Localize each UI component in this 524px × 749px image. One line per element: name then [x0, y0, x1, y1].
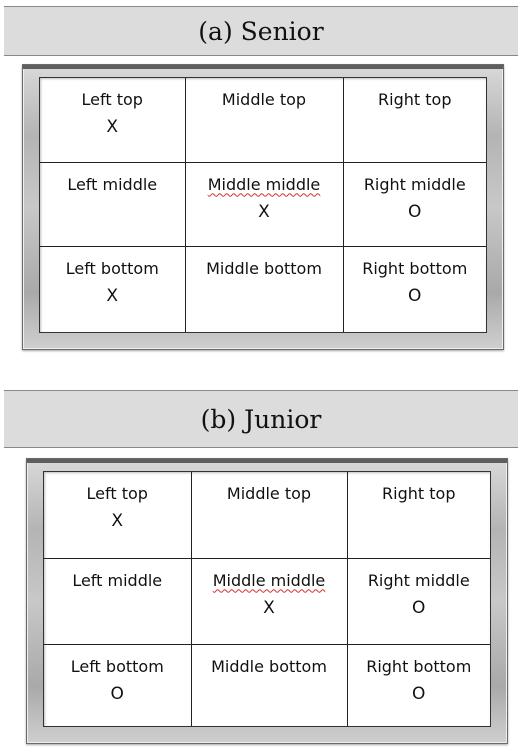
panel-a-grid — [40, 78, 486, 332]
panel-b-board-frame — [26, 458, 508, 744]
cell-label: Right middle — [367, 570, 470, 590]
cell-mark: O — [110, 683, 124, 704]
cell-label: Middle top — [226, 484, 312, 503]
panel-a-title: (a) Senior — [4, 6, 518, 56]
cell-label: Middle middle — [207, 174, 321, 194]
cell-middle-bottom — [185, 246, 343, 332]
cell-middle-top — [185, 78, 343, 162]
cell-label: Left top — [81, 90, 143, 109]
cell-mark: X — [106, 117, 119, 137]
cell-label: Right bottom — [362, 258, 468, 278]
grid-row — [44, 472, 490, 558]
cell-label: Middle bottom — [206, 258, 322, 278]
cell-right-top — [347, 472, 490, 558]
cell-left-top — [40, 78, 185, 162]
cell-label: Middle middle — [212, 570, 326, 590]
panel-a-board — [39, 77, 487, 333]
grid-row — [44, 558, 490, 644]
cell-label: Right top — [382, 484, 456, 503]
cell-middle-top — [191, 472, 347, 558]
cell-mark: O — [408, 285, 422, 306]
panel-b-title: (b) Junior — [4, 390, 518, 448]
panel-a-board-frame — [22, 64, 504, 350]
grid-row — [40, 162, 486, 246]
cell-middle-middle — [185, 162, 343, 246]
cell-right-middle — [347, 558, 490, 644]
cell-label: Right top — [378, 90, 452, 109]
cell-middle-bottom — [191, 644, 347, 726]
cell-right-top — [343, 78, 486, 162]
cell-left-bottom — [40, 246, 185, 332]
cell-right-bottom — [343, 246, 486, 332]
panel-b-board — [43, 471, 491, 727]
cell-mark: X — [106, 285, 119, 306]
cell-label: Left bottom — [70, 656, 164, 676]
cell-label: Right bottom — [366, 656, 472, 676]
cell-mark: X — [263, 597, 275, 618]
panel-b-grid — [44, 472, 490, 726]
cell-label: Right middle — [363, 174, 466, 194]
cell-right-bottom — [347, 644, 490, 726]
cell-label: Middle bottom — [211, 656, 327, 676]
cell-left-middle — [44, 558, 191, 644]
cell-middle-middle — [191, 558, 347, 644]
cell-mark: O — [412, 683, 426, 704]
cell-label: Left bottom — [65, 258, 159, 278]
cell-label: Left top — [86, 484, 148, 503]
cell-left-bottom — [44, 644, 191, 726]
cell-mark: X — [258, 201, 270, 222]
cell-mark: O — [412, 597, 426, 618]
cell-left-middle — [40, 162, 185, 246]
cell-mark: O — [408, 201, 422, 222]
grid-row — [40, 246, 486, 332]
cell-label: Left middle — [72, 570, 163, 590]
cell-label: Middle top — [221, 90, 307, 109]
cell-label: Left middle — [67, 174, 158, 194]
grid-row — [40, 78, 486, 162]
cell-left-top — [44, 472, 191, 558]
cell-mark: X — [111, 511, 124, 531]
cell-right-middle — [343, 162, 486, 246]
grid-row — [44, 644, 490, 726]
